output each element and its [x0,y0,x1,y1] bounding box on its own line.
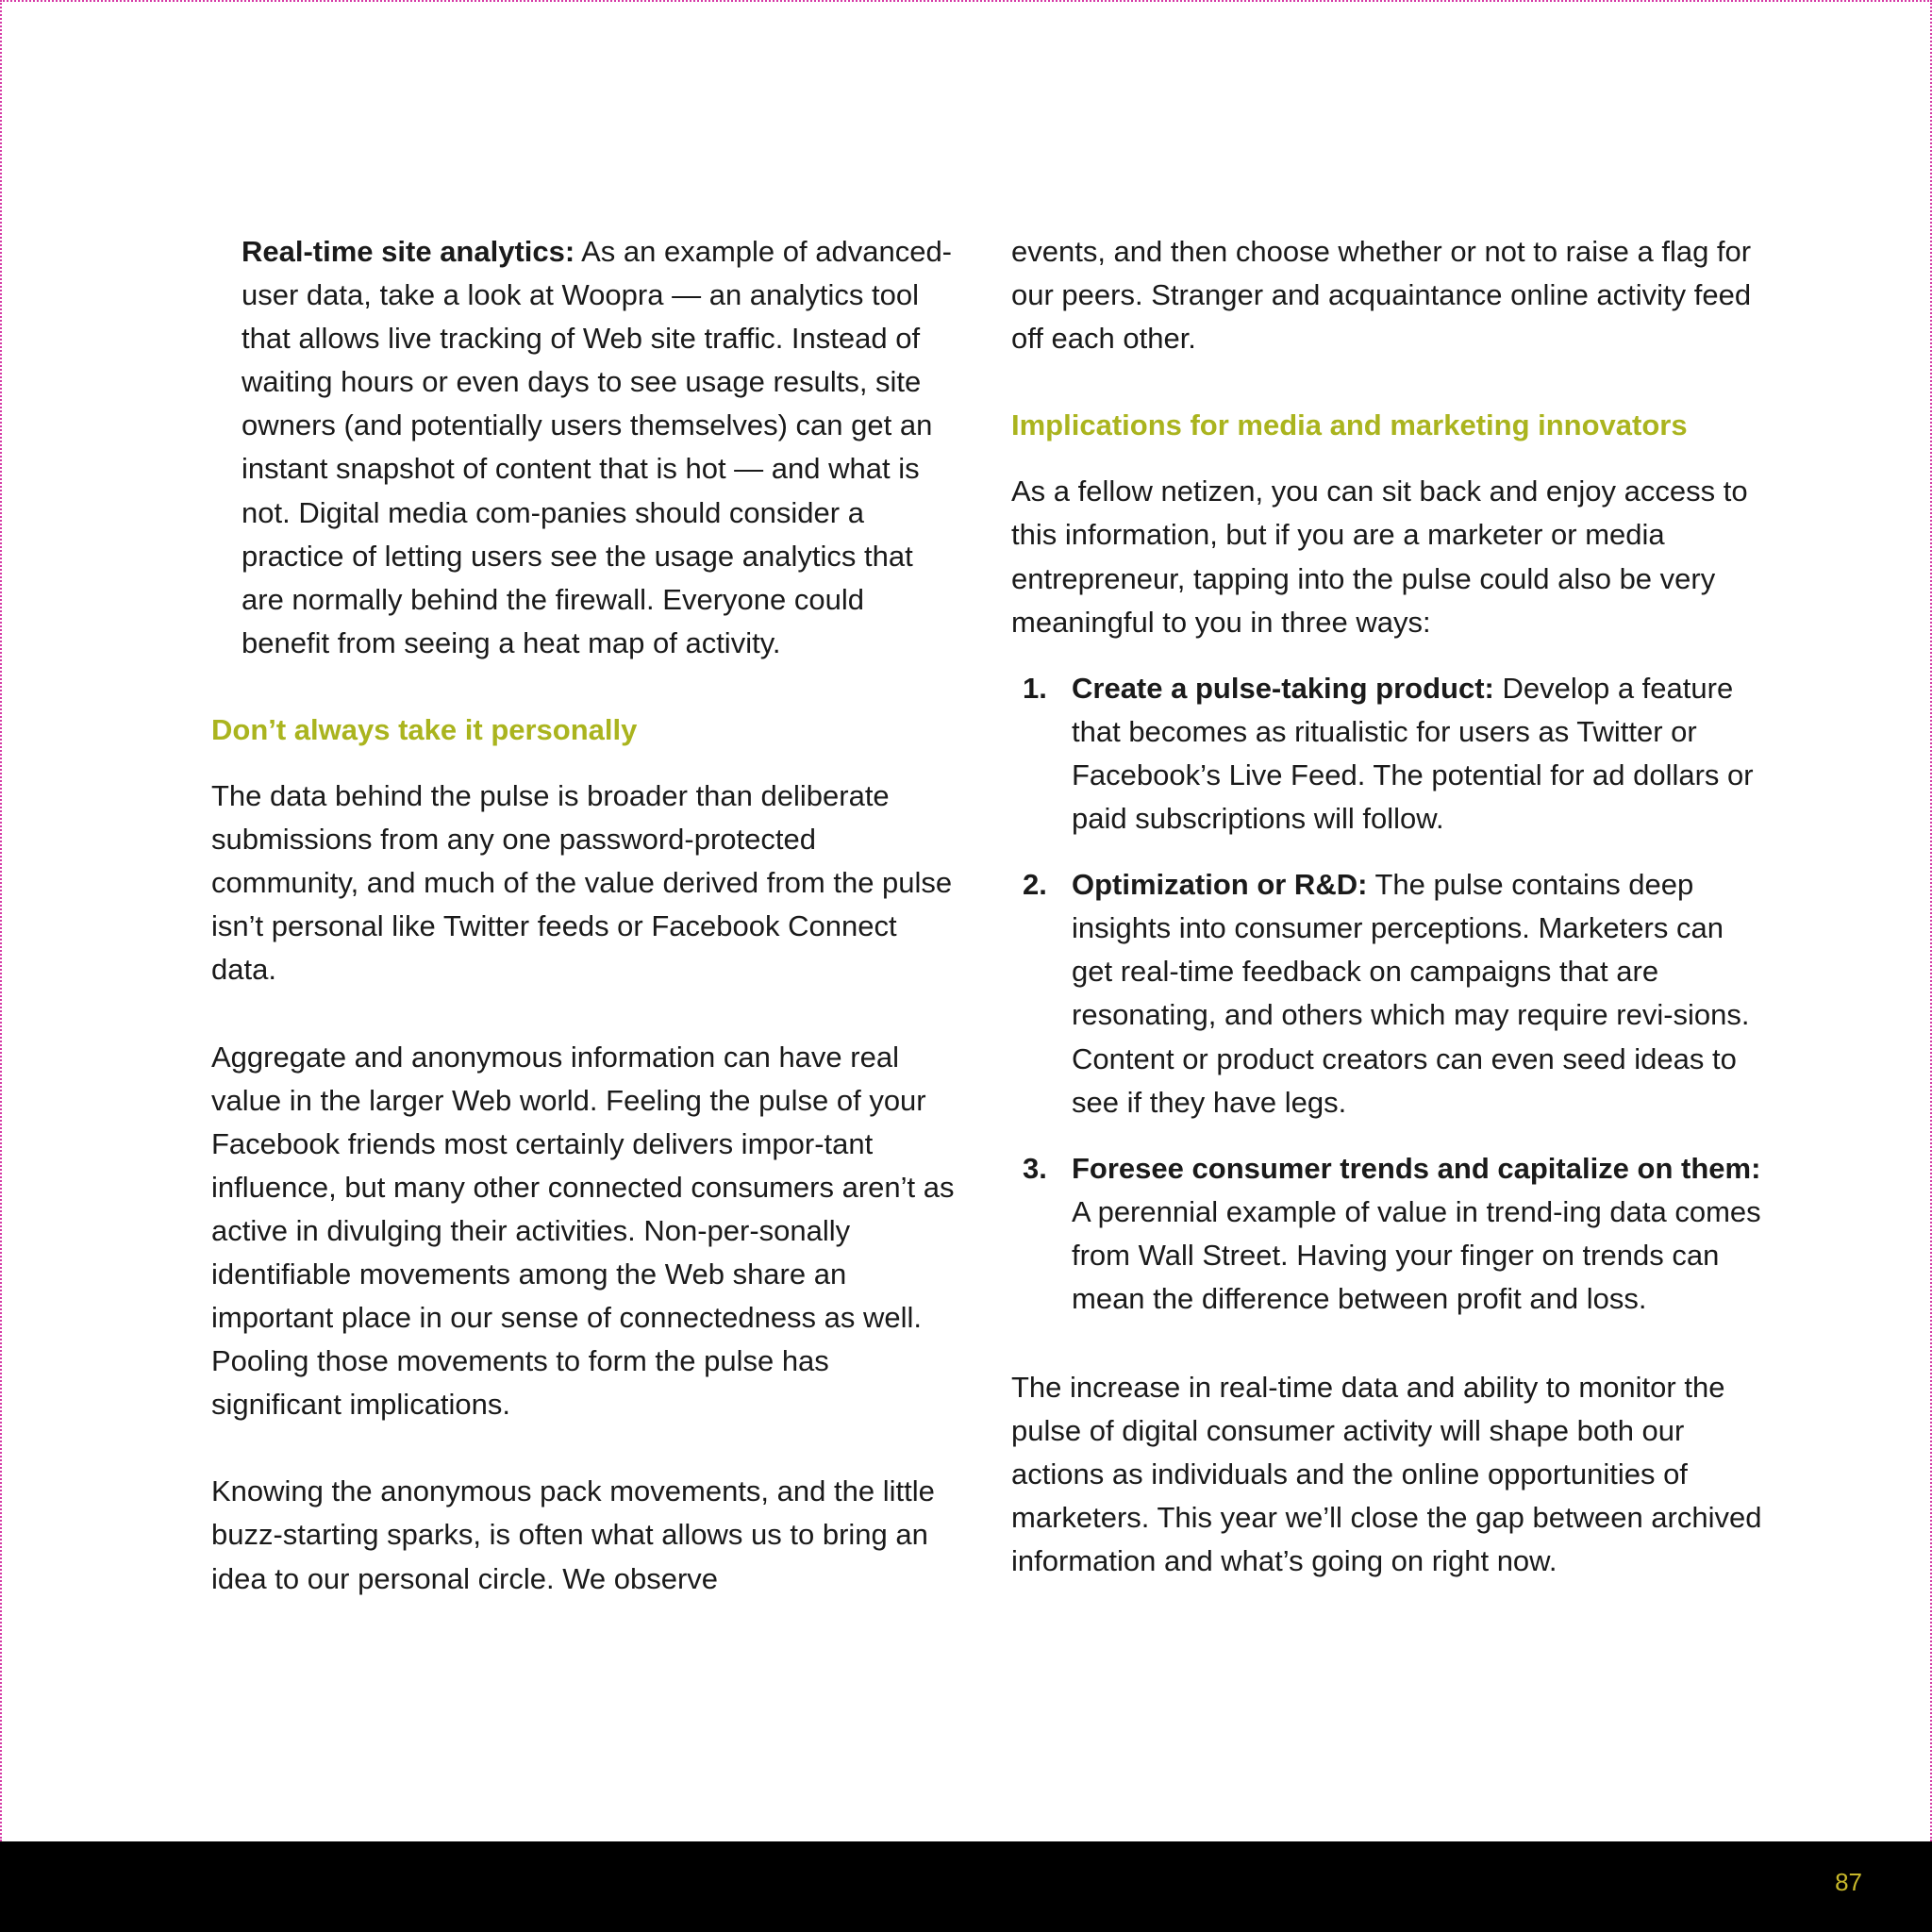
list-item [1011,667,1766,841]
section-heading-personal: Don’t always take it personally [211,712,638,746]
list-item-number: 1. [1023,671,1047,705]
list-item-lead: Optimization or R&D: [1072,868,1368,902]
section-heading-implications: Implications for media and marketing innovators [1011,408,1688,442]
paragraph-intro: As a fellow netizen, you can sit back and enjoy access to this information, but if you are a marketer or media entrepreneur, tapping into the pulse could also be very meaningful to you in three ways: [1011,475,1748,639]
footer-bar [0,1841,1932,1932]
paragraph-pulse-data: The data behind the pulse is broader than deliberate submissions from any one password-protected community, and much of the value derived from the pulse isn’t personal like Twitter feeds or Facebook Connect data. [211,779,953,987]
paragraph-pack-movements: Knowing the anonymous pack movements, and the little buzz-starting sparks, is often what allows us to bring an idea to our personal circle. We observe [211,1474,935,1595]
implications-list [1011,667,1766,1321]
paragraph-closing: The increase in real-time data and ability to monitor the pulse of digital consumer activity will shape both our actions as individuals and the online opportunities of marketers. This year we’ll close the gap between archived information and what’s going on right now. [1011,1371,1762,1578]
paragraph-aggregate: Aggregate and anonymous information can have real value in the larger Web world. Feeling the pulse of your Facebook friends most certainly delivers impor-tant influence, but many other connected consumers aren’t as active in divulging their activities. Non-per-sonally identifiable movements among the Web share an important place in our sense of connectedness as well. Pooling those movements to form the pulse has significant implications. [211,1040,955,1422]
list-item-lead: Foresee consumer trends and capitalize on them: [1072,1151,1761,1185]
list-item-number: 2. [1023,868,1047,902]
paragraph-continuation: events, and then choose whether or not to raise a flag for our peers. Stranger and acquaintance online activity feed off each other. [1011,235,1752,356]
realtime-analytics-text: As an example of advanced-user data, take a look at Woopra — an analytics tool that allows live tracking of Web site traffic. Instead of waiting hours or even days to see usage results, site owners (and potentially users themselves) can get an instant snapshot of content that is hot — and what is not. Digital media com-panies should consider a practice of letting users see the usage analytics that are normally behind the firewall. Everyone could benefit from seeing a heat map of activity. [242,235,953,659]
list-item-lead: Create a pulse-taking product: [1072,671,1494,705]
page-number: 87 [1835,1868,1862,1896]
list-item-text: The pulse contains deep insights into consumer perceptions. Marketers can get real-time feedback on campaigns that are resonating, and others which may require revi-sions. Content or product creators can even seed ideas to see if they have legs. [1072,868,1750,1119]
right-column [1011,230,1766,1584]
left-column [211,230,957,1601]
list-item-number: 3. [1023,1151,1047,1185]
realtime-analytics-lead: Real-time site analytics: [242,235,575,268]
list-item-text: Develop a feature that becomes as ritualistic for users as Twitter or Facebook’s Live Feed. The potential for ad dollars or paid subscriptions will follow. [1072,671,1754,836]
list-item-text: A perennial example of value in trend-ing data comes from Wall Street. Having your finger on trends can mean the difference between profit and loss. [1072,1194,1761,1315]
list-item [1011,863,1766,1124]
realtime-analytics-paragraph [211,230,957,665]
list-item [1011,1147,1766,1321]
